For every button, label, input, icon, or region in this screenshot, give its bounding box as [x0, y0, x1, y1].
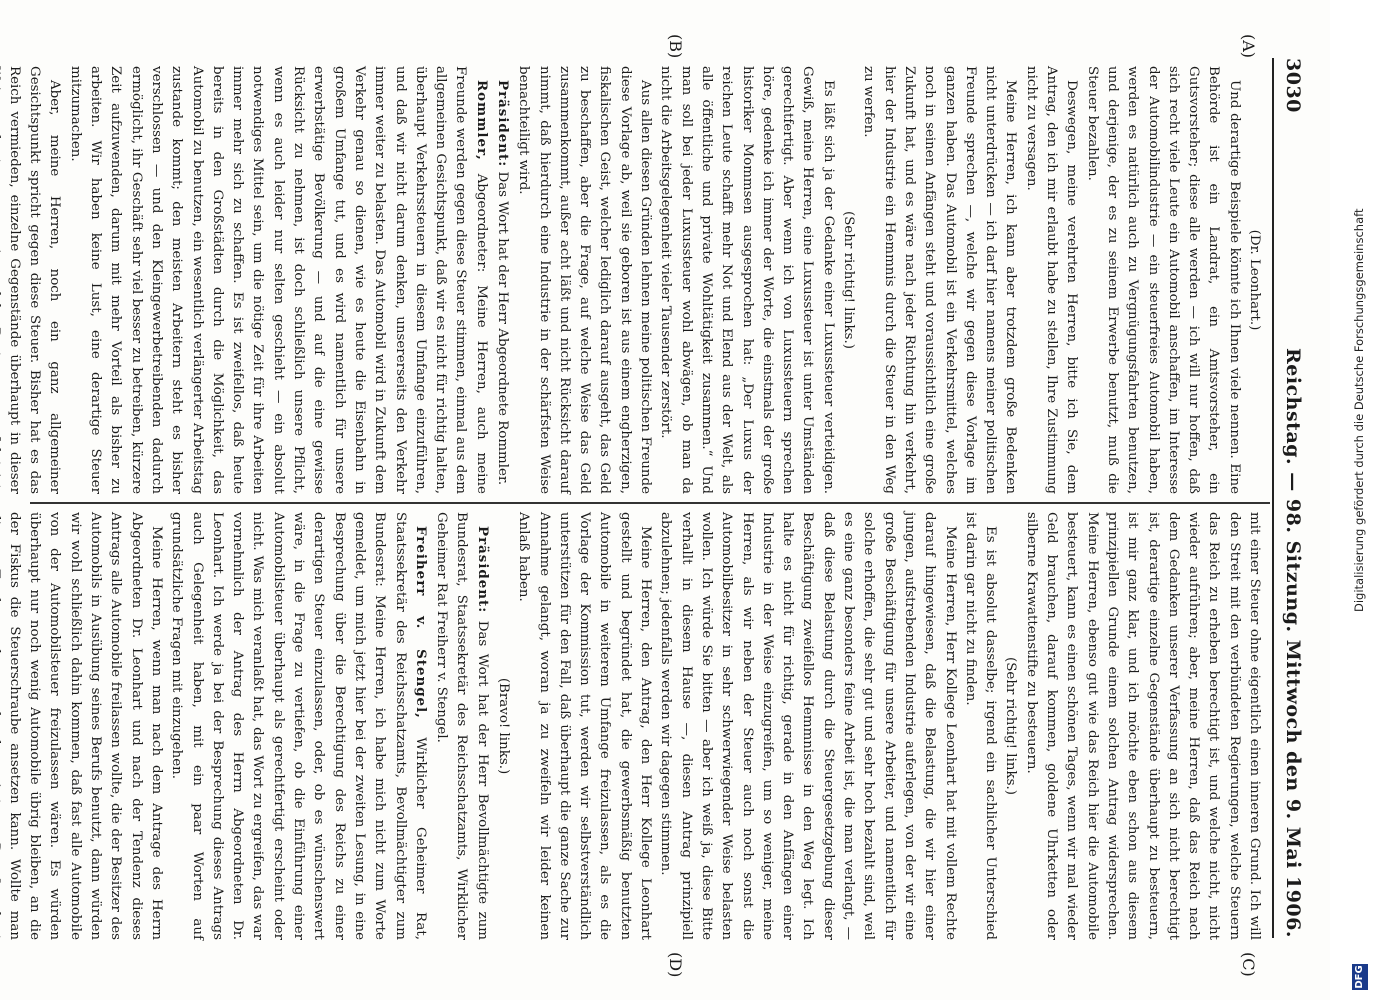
- interjection: (Dr. Leonhart.): [1247, 229, 1262, 331]
- speech-text: Das Wort hat der Herr Bevollmächtigte zum Bundesrat, Staatssekretär des Reichsschatzamts, Wirklicher Geheimer Rat Freiherr v. Stengel.: [434, 512, 490, 940]
- session-title: Reichstag. — 98. Sitzung.: [1282, 348, 1304, 633]
- paragraph: Meine Herren, wenn man nach dem Antrage des Herrn Abgeordneten Dr. Leonhart und nach der Tendenz dieses Antrags alle Automobile freilassen wollte, die der Besitzer des Automobils in Ausübung seines Berufs benutzt, dann würden wir wohl schließlich dahin kommen, daß fast alle Automobile von der Automobilsteuer freizulassen wären. Es würden überhaupt nur noch wenig Automobile übrig bleiben, an die der Fiskus die Steuerschraube ansetzen kann. Wollte man: [6, 512, 164, 940]
- column-divider: [30, 502, 1270, 504]
- speaker-name: Präsident:: [495, 80, 512, 168]
- funding-note: Digitalisierung gefördert durch die Deutsche Forschungsgemeinschaft: [1352, 208, 1366, 612]
- margin-mark-d: (D): [666, 952, 685, 978]
- speaker-name: Rommler,: [473, 80, 490, 161]
- interjection: (Bravo! links.): [496, 677, 512, 775]
- paragraph: Und derartige Beispiele könnte ich Ihnen viele nennen. Eine Behörde ist ein Landrat, ein Amtsvorsteher, ein Gutsvorsteher; diese alle werden — ich will nur hoffen, daß sich recht viele Leute ein Automobil anschaffen, im Interesse der Automobilindustrie — ein steuerfreies Automobil haben, werden es natürlich auch zu Vergnügungsfahrten benutzen, und derjenige, der es zu seinem Erwerbe benutzt, muß die Steuer bezahlen.: [1084, 66, 1242, 494]
- margin-mark-c: (C): [1239, 952, 1258, 977]
- paragraph: mit einer Steuer ohne eigentlich einen inneren Grund. Ich will den Streit mit den verbündeten Regierungen, welche Steuern das Reich zu erheben berechtigt ist, und welche nicht, nicht wieder aufrühren; aber, meine Herren, daß das Reich nach dem Gedanken unserer Verfassung an sich nicht berechtigt ist, derartige einzelne Gegenstände überhaupt zu besteuern, ist mir ganz klar, und ich möchte eben schon aus diesem prinzipiellen Grunde einem solchen Antrag widersprechen. Meine Herren, ebenso gut wie das Reich hier die Automobile besteuert, kann es einen schönen Tages, wenn wir mal wieder Geld brauchen, darauf kommen, goldene Uhrketten oder silberne Krawattenstifte zu besteuern.: [1023, 512, 1262, 940]
- paragraph: Meine Herren, Herr Kollege Leonhart hat mit vollem Rechte darauf hingewiesen, daß die Belastung, die wir hier einer jungen, aufstrebenden Industrie auferlegen, von der wir eine große Beschäftigung für unsere Arbeiter, und namentlich für solche erhoffen, die sehr gut und sehr hoch bezahlt sind, weil es eine ganz besonders feine Arbeit ist, die man verlangt, — daß diese Belastung durch die Steuergesetzgebung dieser Beschäftigung zweifellos Hemmnisse in den Weg legt. Ich halte es nicht für richtig, gerade in den Anfängen einer Industrie in der Weise einzugreifen, um so weniger, meine Herren, als wir neben der Steuer auch noch sonst die Automobilbesitzer in sehr schwerwiegender Weise belasten wollen. Ich würde Sie bitten — aber ich weiß ja, diese Bitte verhallt in diesem Hause —, diesen Antrag prinzipiell abzulehnen; jedenfalls werden wir dagegen stimmen.: [658, 512, 958, 940]
- paragraph: Deswegen, meine verehrten Herren, bitte ich Sie, dem Antrag, den ich mir erlaubt habe zu stellen, Ihre Zustimmung nicht zu versagen.: [1023, 66, 1080, 494]
- speech-paragraph: [492, 66, 513, 494]
- speaker-name: Präsident:: [474, 526, 491, 614]
- paragraph: Aber, meine Herren, noch ein ganz allgemeiner Gesichtspunkt spricht gegen diese Steuer. Bisher hat es das Reich vermieden, einzelne Gegenstände überhaupt in dieser: [6, 66, 63, 494]
- page-number: 3030: [1282, 58, 1304, 113]
- paragraph: Es läßt sich ja der Gedanke einer Luxussteuer verteidigen. Gewiß, meine Herren, eine Luxussteuer ist unter Umständen gerechtfertigt. Aber wenn ich von Luxussteuern sprechen höre, gedenke ich immer der Worte, die einstmals der große historiker Mommsen ausgesprochen hat: „Der Luxus der reichen Leute schafft mehr Not und Elend aus der Welt, als alle öffentliche und private Wohltätigkeit zusammen.“ Und man soll bei jeder Luxussteuer wohl abwägen, ob man da nicht die Arbeitsgelegenheit vieler Tausender zerstört.: [658, 66, 836, 494]
- session-date: Mittwoch den 9. Mai 1906.: [1282, 639, 1304, 938]
- right-column: [6, 512, 1264, 940]
- interjection: (Sehr richtig! links.): [841, 211, 857, 349]
- speech-paragraph: [431, 512, 493, 940]
- paragraph: Es ist absolut dasselbe; irgend ein sachlicher Unterschied ist darin gar nicht zu finden.: [962, 512, 999, 940]
- paragraph: Meine Herren, ich kann aber trotzdem große Bedenken nicht unterdrücken — ich darf hier namens meiner politischen Freunde sprechen —, welche wir gegen diese Vorlage im ganzen haben. Das Automobil ist ein Verkehrsmittel, welches noch in seinen Anfängen steht und voraussichtlich eine große Zukunft hat, und es wäre nach jeder Richtung hin verkehrt, hier der Industrie ein Hemmnis durch die Steuer in den Weg zu werfen.: [861, 66, 1019, 494]
- margin-mark-a: (A): [1239, 34, 1258, 59]
- speech-text: Das Wort hat der Herr Abgeordnete Rommler.: [495, 171, 511, 486]
- interjection: (Sehr richtig! links.): [1003, 657, 1019, 795]
- speaker-name: Freiherr v. Stengel,: [412, 526, 429, 719]
- speech-paragraph: [166, 512, 431, 940]
- margin-mark-b: (B): [666, 34, 685, 59]
- speech-text: Wirklicher Geheimer Rat, Staatssekretär des Reichsschatzamts, Bevollmächtigter zum Bundesrat: Meine Herren, ich habe mich nicht zum Worte gemeldet, um mich jetzt hier bei der zweiten Lesung, in eine Besprechung über die Berechtigung des Reichs zu einer derartigen Steuer einzulassen, oder, ob es wünschenswert wäre, in die Frage zu vertiefen, ob die Einführung einer Automobilsteuer überhaupt als gerechtfertigt erscheint oder nicht. Was mich veranlaßt hat, das Wort zu ergreifen, das war vornehmlich der Antrag des Herrn Abgeordneten Dr. Leonhart. Ich werde ja bei der Besprechung dieses Antrags auch Gelegenheit haben, mit ein paar Worten auf grundsätzliche Fragen mit einzugehen.: [169, 512, 428, 940]
- paragraph: Aus allen diesen Gründen lehnen meine politischen Freunde diese Vorlage ab, weil sie geboren ist aus einem engherzigen, fiskalischen Geist, welcher lediglich darauf ausgeht, das Geld zu beschaffen, aber die Frage, auf welche Weise das Geld zusammenkommt, außer acht läßt und nicht Rücksicht darauf nimmt, daß hierdurch eine Industrie in der schärfsten Weise benachteiligt wird.: [516, 66, 654, 494]
- header-rule: [1272, 58, 1274, 938]
- speech-paragraph: [64, 66, 491, 494]
- paragraph: Meine Herren, den Antrag, den Herr Kollege Leonhart gestellt und begründet hat, die gewerbsmäßig benutzten Automobile in weiterem Umfange freizulassen, als es die Vorlage der Kommission tut, werden wir selbstverständlich unterstützen für den Fall, daß überhaupt die ganze Sache zur Annahme gelangt, woran ja zu zweifeln wir leider keinen Anlaß haben.: [516, 512, 654, 940]
- left-column: [6, 66, 1264, 494]
- speech-text: Abgeordneter: Meine Herren, auch meine Freunde werden gegen diese Steuer stimmen, einmal aus dem allgemeinen Gesichtspunkt, daß wir es nicht für richtig halten, überhaupt Verkehrssteuern in diesem Umfange einzuführen, und daß wir nicht darum denken, unsererseits den Verkehr immer weiter zu belasten. Das Automobil wird in Zukunft dem Verkehr genau so dienen, wie es heute die Eisenbahn in großem Umfange tut, und es wird namentlich für unsere erwerbstätige Bevölkerung — und auf die eine gewisse Rücksicht zu nehmen, ist doch schließlich unsere Pflicht, wenn es auch leider nur selten geschieht — ein absolut notwendiges Mittel sein, um die nötige Zeit für ihre Arbeiten immer mehr sich zu schaffen. Es ist zweifellos, daß heute bereits in den Großstädten durch die Möglichkeit, das Automobil zu benutzen, ein wesentlich verlängerter Arbeitstag zustande kommt; den meisten Arbeitern steht es bisher verschlossen — und den Kleingewerbetreibenden dadurch ermöglicht, ihr Geschäft sehr viel besser zu betreiben, kürzere Zeit aufzuwenden, darum mit mehr Vorteil als bisher zu arbeiten. Wir haben keine Lust, eine derartige Steuer mitzumachen.: [67, 66, 489, 494]
- page-header: [1274, 58, 1304, 938]
- dfg-logo: DFG: [1352, 964, 1368, 990]
